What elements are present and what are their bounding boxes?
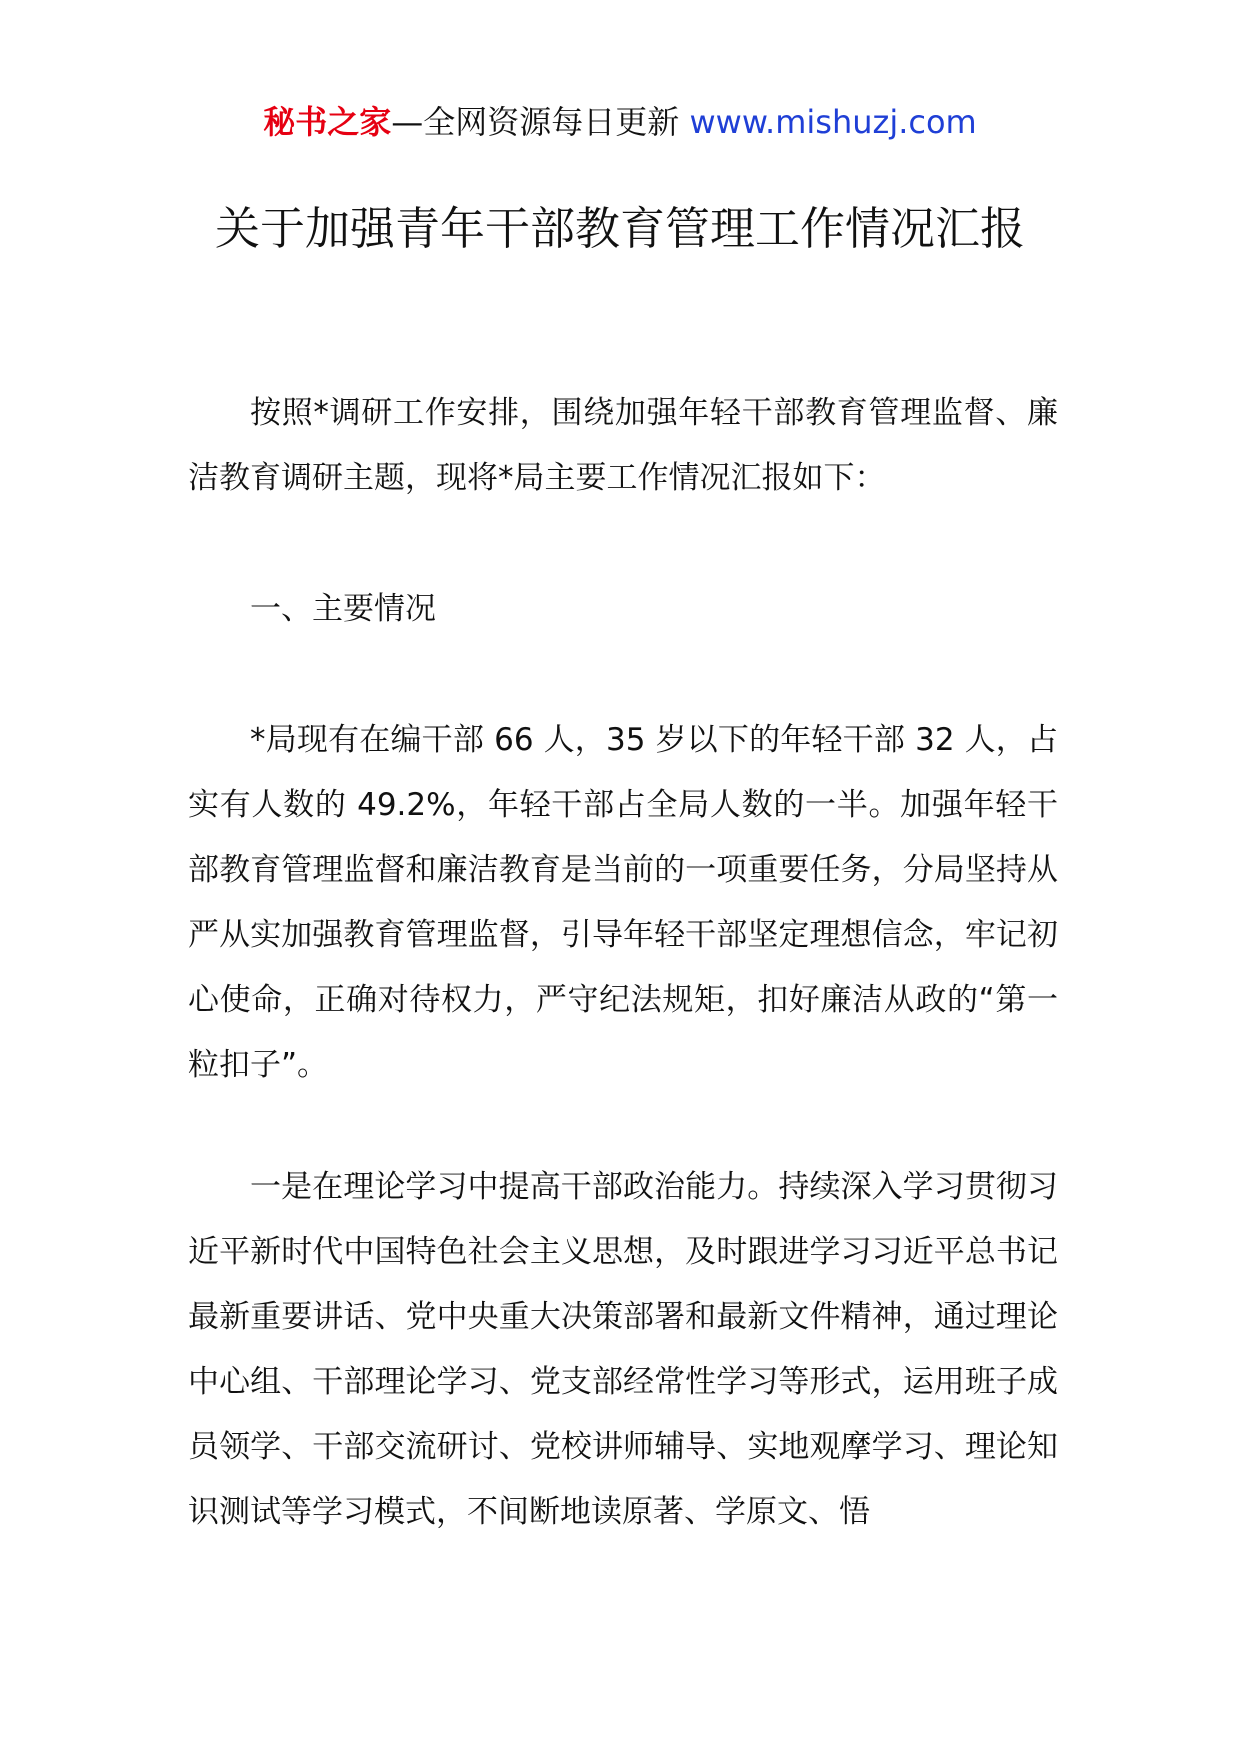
body-paragraph: *局现有在编干部 66 人，35 岁以下的年轻干部 32 人，占实有人数的 49.2%，年轻干部占全局人数的一半。加强年轻干部教育管理监督和廉洁教育是当前的一项重要任务，分局坚持从严从实加强教育管理监督，引导年轻干部坚定理想信念，牢记初心使命，正确对待权力，严守纪法规矩，扣好廉洁从政的“第一粒扣子”。 bbox=[188, 722, 1058, 1083]
intro-paragraph: 按照*调研工作安排，围绕加强年轻干部教育管理监督、廉洁教育调研主题，现将*局主要工作情况汇报如下： bbox=[188, 395, 1058, 496]
watermark-header bbox=[0, 100, 1240, 144]
document-title: 关于加强青年干部教育管理工作情况汇报 bbox=[214, 202, 1025, 255]
body-paragraph: 一是在理论学习中提高干部政治能力。持续深入学习贯彻习近平新时代中国特色社会主义思想，及时跟进学习习近平总书记最新重要讲话、党中央重大决策部署和最新文件精神，通过理论中心组、干部理论学习、党支部经常性学习等形式，运用班子成员领学、干部交流研讨、党校讲师辅导、实地观摩学习、理论知识测试等学习模式，不间断地读原著、学原文、悟 bbox=[188, 1169, 1058, 1530]
header-url: www.mishuzj.com bbox=[689, 103, 977, 141]
section-heading: 一、主要情况 bbox=[250, 591, 436, 627]
header-tagline: —全网资源每日更新 bbox=[391, 103, 690, 141]
brand-name: 秘书之家 bbox=[263, 103, 392, 141]
